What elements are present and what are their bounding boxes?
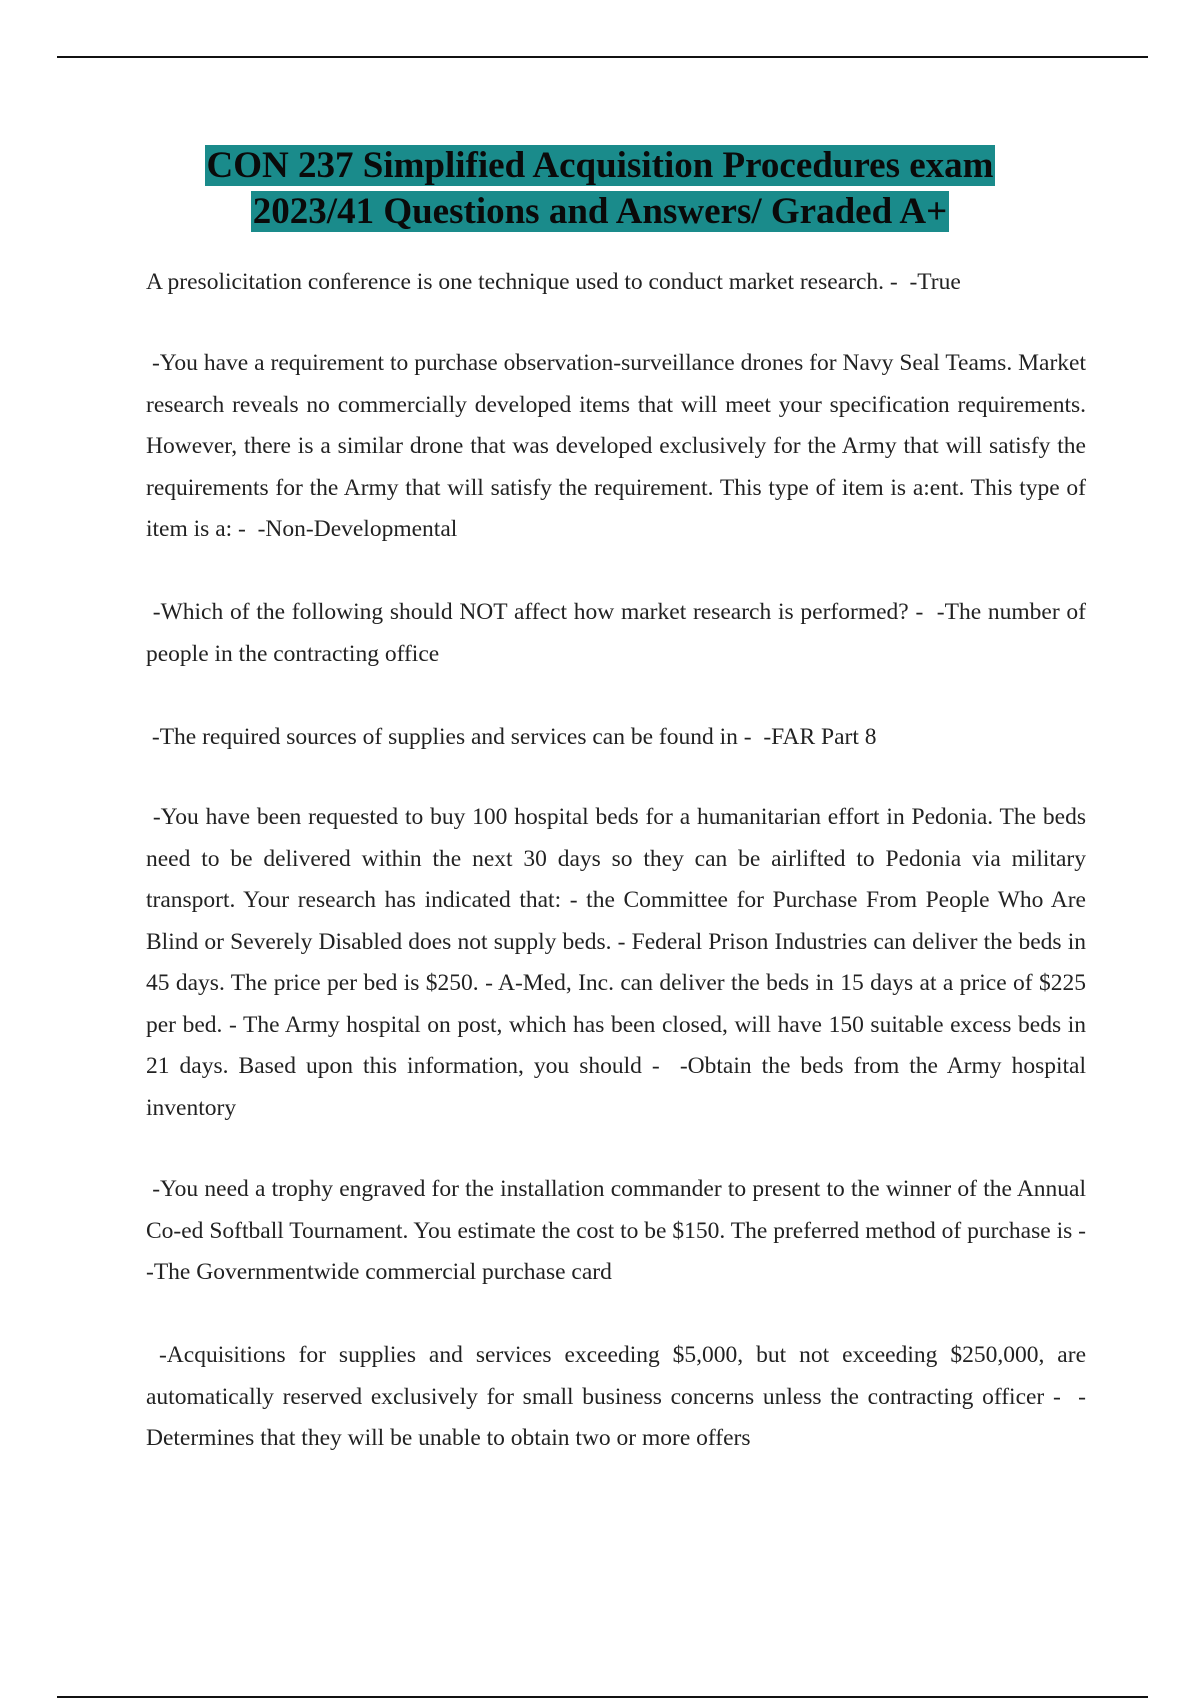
title-line-1: CON 237 Simplified Acquisition Procedures exam [206, 145, 994, 186]
qa-item-2: -You have a requirement to purchase observation-surveillance drones for Navy Seal Teams. Market research reveals no commercially developed items that will meet your specification requirements. However, there is a similar drone that was developed exclusively for the Army that will satisfy the requirements for the Army that will satisfy the requirement. This type of item is a:ent. This type of item is a: - -Non-Developmental [146, 350, 1092, 542]
qa-item-6: -You need a trophy engraved for the installation commander to present to the winner of the Annual Co-ed Softball Tournament. You estimate the cost to be $150. The preferred method of purchase is - -The Governmentwide commercial purchase card [146, 1176, 1098, 1285]
qa-item-3: -Which of the following should NOT affect how market research is performed? - -The number of people in the contracting office [146, 599, 1092, 667]
qa-item-5: -You have been requested to buy 100 hospital beds for a humanitarian effort in Pedonia. The beds need to be delivered within the next 30 days so they can be airlifted to Pedonia via military transport. Your research has indicated that: - the Committee for Purchase From People Who Are Blind or Severely Disabled does not supply beds. - Federal Prison Industries can deliver the beds in 45 days. The price per bed is $250. - A-Med, Inc. can deliver the beds in 15 days at a price of $225 per bed. - The Army hospital on post, which has been closed, will have 150 suitable excess beds in 21 days. Based upon this information, you should - -Obtain the beds from the Army hospital inventory [146, 804, 1092, 1121]
bottom-rule [57, 1696, 1148, 1698]
qa-item-4: -The required sources of supplies and services can be found in - -FAR Part 8 [146, 724, 877, 750]
document-title [0, 143, 1200, 235]
qa-item-1: A presolicitation conference is one technique used to conduct market research. - -True [146, 269, 961, 295]
top-rule [57, 56, 1148, 58]
title-line-2: 2023/41 Questions and Answers/ Graded A+ [252, 191, 948, 232]
qa-item-7: -Acquisitions for supplies and services exceeding $5,000, but not exceeding $250,000, are automatically reserved exclusively for small business concerns unless the contracting officer - -Determines that they will be unable to obtain two or more offers [146, 1342, 1092, 1451]
